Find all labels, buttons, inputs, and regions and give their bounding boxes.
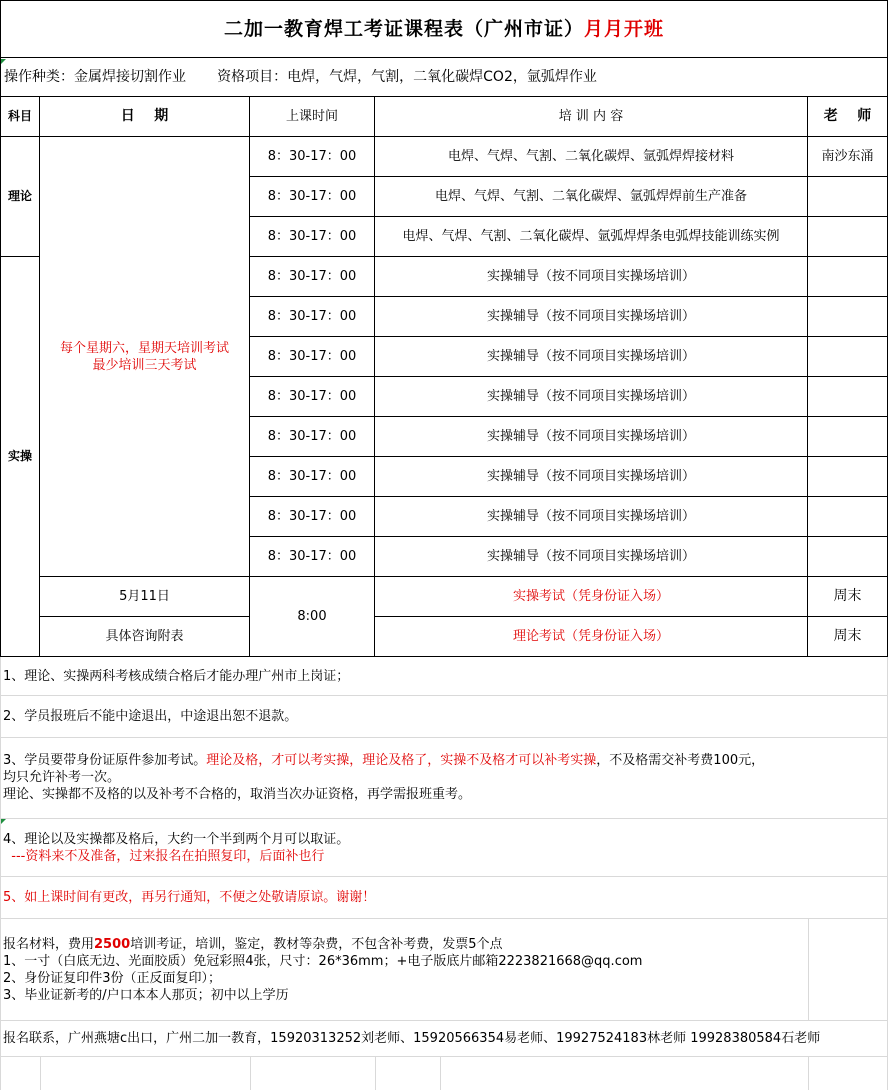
note-4-highlight: ---资料来不及准备，过来报名在拍照复印，后面补也行 (3, 848, 325, 864)
row-content: 实操辅导（按不同项目实操场培训） (375, 457, 808, 497)
exam-theory-teacher: 周末 (808, 617, 888, 657)
note-3-fee: ，不及格需交补考费100元， (596, 753, 765, 768)
note-3-highlight: 理论及格，才可以考实操，理论及格了，实操不及格才可以补考实操 (206, 753, 597, 768)
row-teacher (808, 217, 888, 257)
page-title: 二加一教育焊工考证课程表（广州市证） (223, 17, 584, 40)
row-teacher (808, 537, 888, 577)
registration-fee-detail: 培训考证，培训，鉴定，教材等杂费，不包含补考费，发票5个点 (130, 936, 503, 952)
row-teacher (808, 457, 888, 497)
info-text: 操作种类：金属焊接切割作业 资格项目：电焊，气焊，气割，二氧化碳焊CO2，氩弧焊作业 (4, 68, 597, 85)
row-teacher (808, 417, 888, 457)
registration-text: 报名材料，费用 (3, 936, 95, 952)
row-time: 8：30-17：00 (250, 217, 375, 257)
row-teacher (808, 177, 888, 217)
row-time: 8：30-17：00 (250, 177, 375, 217)
exam-practical-teacher: 周末 (808, 577, 888, 617)
row-time: 8：30-17：00 (250, 257, 375, 297)
row-content: 实操辅导（按不同项目实操场培训） (375, 417, 808, 457)
row-content: 实操辅导（按不同项目实操场培训） (375, 257, 808, 297)
row-content: 电焊、气焊、气割、二氧化碳焊、氩弧焊焊条电弧焊技能训练实例 (375, 217, 808, 257)
row-content: 电焊、气焊、气割、二氧化碳焊、氩弧焊焊接材料 (375, 137, 808, 177)
header-subject: 科目 (0, 97, 40, 137)
note-3-cancel: 理论、实操都不及格的以及补考不合格的，取消当次办证资格，再学需报班重考。 (3, 787, 472, 802)
header-content: 培 训 内 容 (375, 97, 808, 137)
registration-photo: 1、一寸（白底无边、光面胶质）免冠彩照4张，尺寸：26*36mm；+电子版底片邮箱2223821668@qq.com (3, 953, 643, 969)
row-time: 8：30-17：00 (250, 297, 375, 337)
registration-id: 2、身份证复印件3份（正反面复印）； (3, 970, 222, 986)
row-teacher (808, 497, 888, 537)
title-cell (0, 0, 888, 58)
row-content: 实操辅导（按不同项目实操场培训） (375, 497, 808, 537)
row-time: 8：30-17：00 (250, 337, 375, 377)
row-content: 实操辅导（按不同项目实操场培训） (375, 297, 808, 337)
subject-practice: 实操 (0, 257, 40, 657)
row-teacher (808, 257, 888, 297)
schedule-note-line1: 每个星期六，星期天培训考试 (59, 340, 229, 356)
header-date: 日 期 (40, 97, 250, 137)
note-1: 1、理论、实操两科考核成绩合格后才能办理广州市上岗证； (3, 669, 350, 684)
row-time: 8：30-17：00 (250, 457, 375, 497)
row-time: 8：30-17：00 (250, 137, 375, 177)
registration-diploma: 3、毕业证新考的/户口本本人那页；初中以上学历 (3, 987, 289, 1003)
row-content: 电焊、气焊、气割、二氧化碳焊、氩弧焊焊前生产准备 (375, 177, 808, 217)
registration-materials (0, 919, 808, 1020)
exam-practical-content: 实操考试（凭身份证入场） (375, 577, 808, 617)
header-time: 上课时间 (250, 97, 375, 137)
note-3-text: 3、学员要带身份证原件参加考试。 (3, 753, 207, 768)
row-teacher (808, 337, 888, 377)
row-time: 8：30-17：00 (250, 497, 375, 537)
row-content: 实操辅导（按不同项目实操场培训） (375, 537, 808, 577)
cell-comment-marker (1, 59, 6, 64)
note-3 (0, 738, 888, 818)
note-4 (0, 819, 888, 876)
header-teacher: 老 师 (808, 97, 888, 137)
exam-time: 8:00 (250, 577, 375, 657)
note-5: 5、如上课时间有更改，再另行通知，不便之处敬请原谅。谢谢！ (3, 890, 376, 905)
row-teacher (808, 297, 888, 337)
row-time: 8：30-17：00 (250, 377, 375, 417)
row-time: 8：30-17：00 (250, 417, 375, 457)
row-teacher (808, 377, 888, 417)
row-content: 实操辅导（按不同项目实操场培训） (375, 337, 808, 377)
note-3-retry: 均只允许补考一次。 (3, 770, 121, 785)
note-4-text: 4、理论以及实操都及格后，大约一个半到两个月可以取证。 (3, 831, 350, 847)
row-time: 8：30-17：00 (250, 537, 375, 577)
row-content: 实操辅导（按不同项目实操场培训） (375, 377, 808, 417)
note-2: 2、学员报班后不能中途退出，中途退出恕不退款。 (3, 709, 298, 724)
subject-theory: 理论 (0, 137, 40, 257)
info-row (0, 58, 888, 97)
row-teacher: 南沙东涌 (808, 137, 888, 177)
exam-theory-content: 理论考试（凭身份证入场） (375, 617, 808, 657)
schedule-note (40, 137, 250, 577)
title-highlight: 月月开班 (584, 17, 665, 40)
exam-theory-date: 具体咨询附表 (40, 617, 250, 657)
registration-fee: 2500 (94, 936, 131, 952)
schedule-note-line2: 最少培训三天考试 (92, 357, 197, 373)
exam-practical-date: 5月11日 (40, 577, 250, 617)
contact-row: 报名联系，广州燕塘c出口，广州二加一教育，15920313252刘老师、15920566354易老师、19927524183林老师 19928380584石老师 (3, 1031, 821, 1046)
